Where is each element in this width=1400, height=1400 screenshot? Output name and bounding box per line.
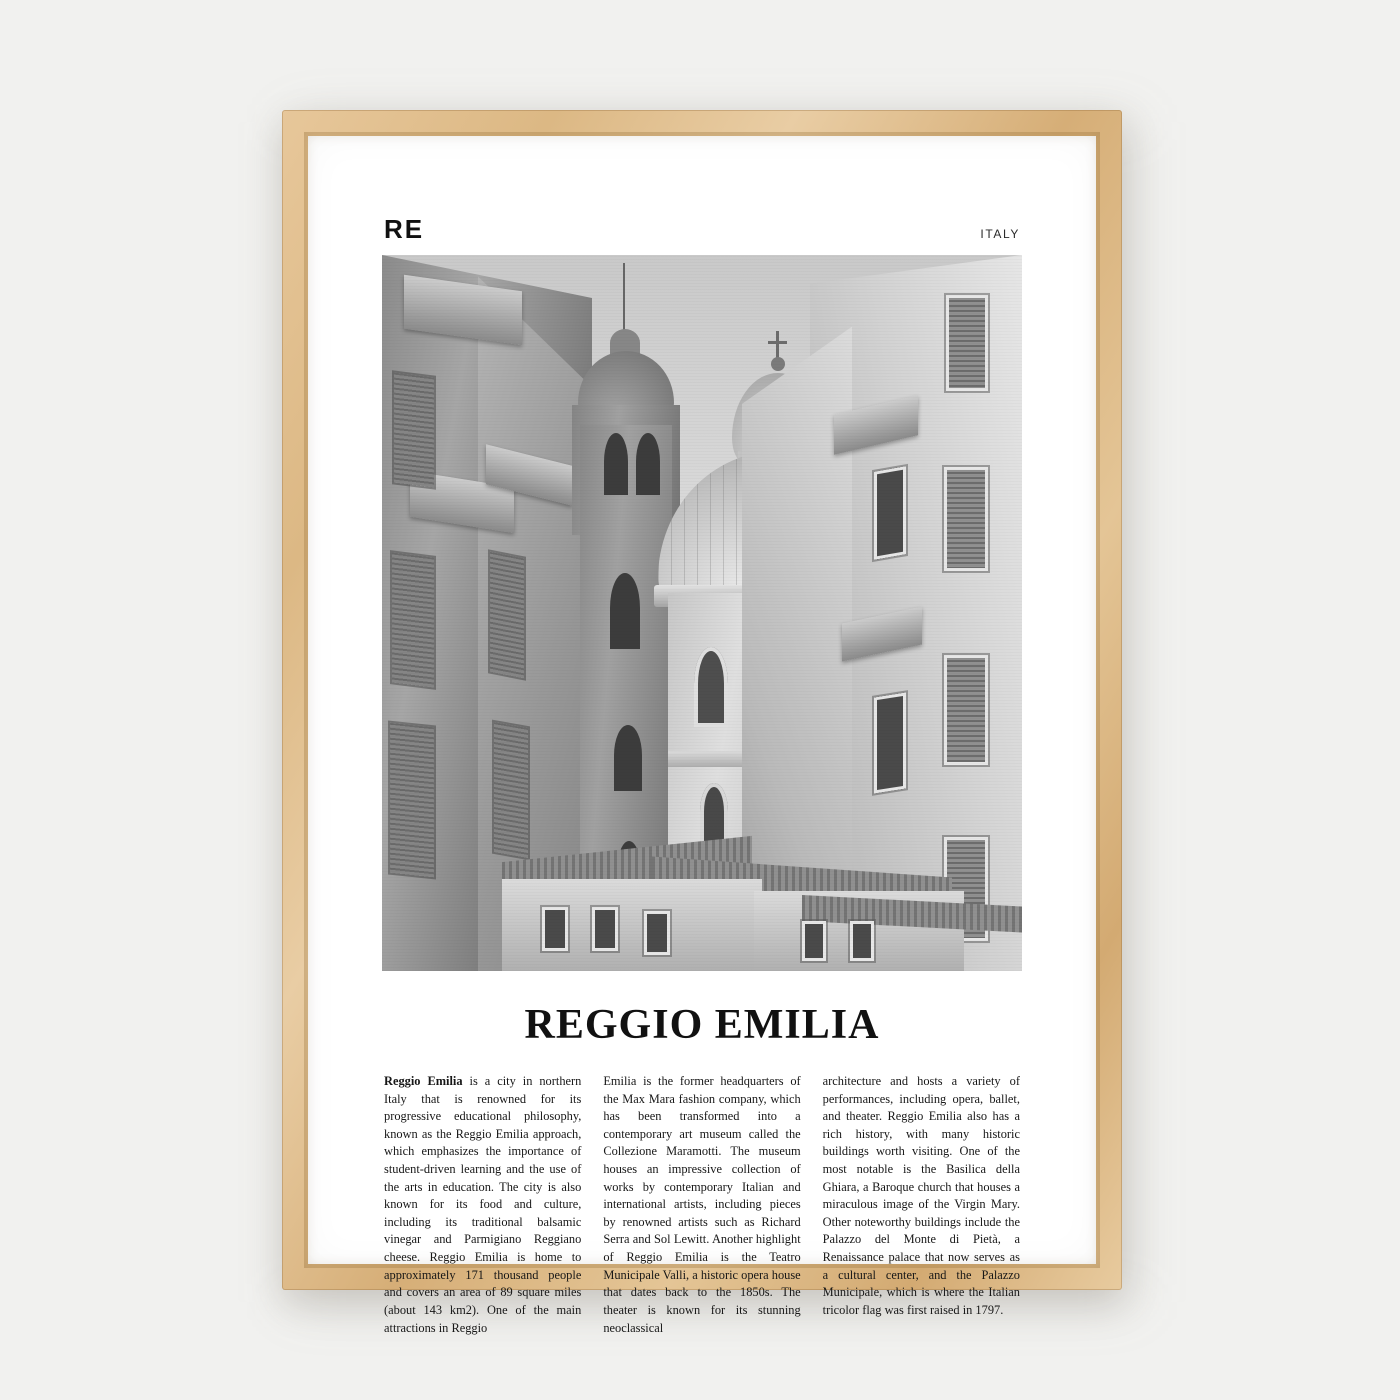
description-columns bbox=[382, 1073, 1022, 1337]
foreground-window bbox=[592, 907, 618, 951]
tower-belfry-arch bbox=[604, 433, 628, 495]
tower-belfry-arch bbox=[636, 433, 660, 495]
right-building-window bbox=[944, 655, 988, 765]
drum-lower-window bbox=[700, 783, 728, 845]
right-building-window bbox=[874, 466, 906, 560]
left-building-shutter bbox=[394, 373, 434, 488]
tower-window bbox=[614, 725, 642, 791]
foreground-window bbox=[850, 921, 874, 961]
right-building-window bbox=[946, 295, 988, 391]
cupola-finial-ball bbox=[771, 357, 785, 371]
drum-window bbox=[694, 647, 728, 727]
left-building-shutter bbox=[490, 552, 524, 679]
description-column-2: Emilia is the former headquarters of the Max Mara fashion company, which has been transformed into a contemporary art museum called the Collezione Maramotti. The museum houses an impressive collection of works by contemporary Italian and international artists, including pieces by renowned artists such as Richard Serra and Sol Lewitt. Another highlight of Reggio Emilia is the Teatro Municipale Valli, a historic opera house that dates back to the 1850s. The theater is known for its stunning neoclassical bbox=[603, 1074, 801, 1335]
poster-photograph bbox=[382, 255, 1022, 971]
foreground-building-wall bbox=[502, 879, 762, 971]
foreground-window bbox=[644, 911, 670, 955]
foreground-window bbox=[802, 921, 826, 961]
description-column-3: architecture and hosts a variety of performances, including opera, ballet, and theater. Reggio Emilia also has a rich history, with many historic buildings worth visiting. One of the most notable is the Basilica della Ghiara, a Baroque church that houses a miraculous image of the Virgin Mary. Other noteworthy buildings include the Palazzo del Monte di Pietà, a Renaissance palace that now serves as a cultural center, and the Palazzo Municipale, which is where the Italian tricolor flag was first raised in 1797. bbox=[822, 1074, 1020, 1317]
poster bbox=[308, 136, 1096, 1335]
cupola-cross-bar bbox=[768, 341, 787, 344]
left-building-shutter bbox=[392, 552, 434, 687]
picture-frame bbox=[282, 110, 1122, 1335]
foreground-window bbox=[542, 907, 568, 951]
first-phrase-bold: Reggio Emilia bbox=[384, 1074, 463, 1088]
poster-monogram: RE bbox=[384, 214, 425, 244]
tower-spire bbox=[623, 263, 625, 333]
page-title: REGGIO EMILIA bbox=[524, 1002, 880, 1048]
left-building-shutter bbox=[390, 723, 434, 878]
poster-country-label: ITALY bbox=[980, 227, 1020, 241]
right-building-window bbox=[944, 467, 988, 571]
poster-header bbox=[382, 214, 1022, 255]
right-building-window bbox=[874, 692, 906, 793]
tower-window bbox=[610, 573, 640, 649]
left-building-shutter bbox=[494, 722, 528, 858]
description-column-1-text: is a city in northern Italy that is renowned for its progressive educational philosophy, known as the Reggio Emilia approach, which emphasizes the importance of student-driven learning and the use of the arts in education. The city is also known for its food and culture, including its traditional balsamic vinegar and Parmigiano Reggiano cheese. Reggio Emilia is home to approximately 171 thousand people and covers an area of 89 square miles (about 143 km2). One of the main attractions in Reggio bbox=[384, 1074, 582, 1335]
cupola-cross bbox=[776, 331, 779, 359]
description-column-1 bbox=[384, 1073, 581, 1337]
